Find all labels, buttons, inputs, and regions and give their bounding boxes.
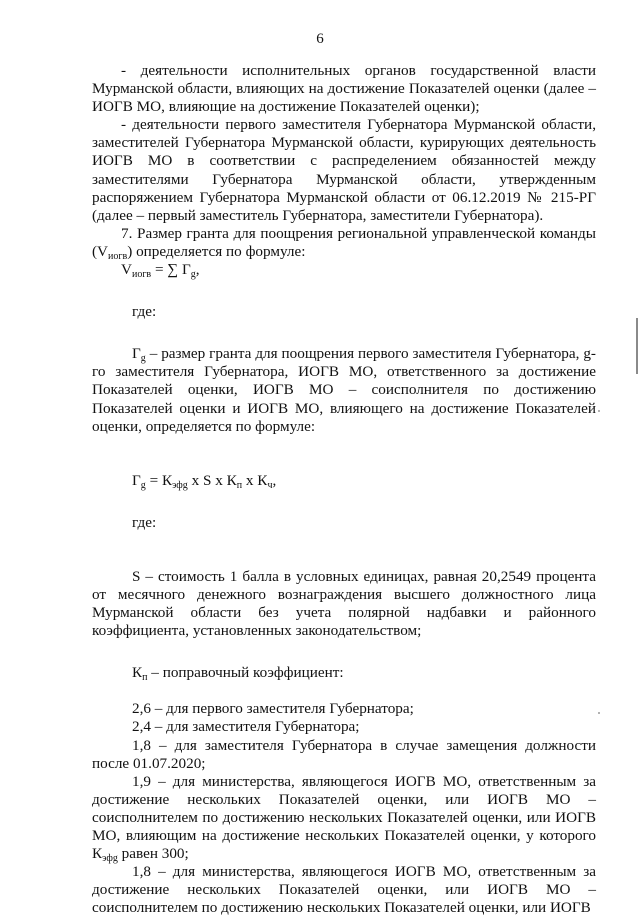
scan-edge-mark: [636, 318, 638, 374]
page-number: 6: [316, 31, 324, 47]
scan-dust-dot: [598, 410, 600, 412]
paragraph-iogv-activity: - деятельности исполнительных органов государственной власти Мурманской области, влияющих на достижение Показателей оценки (далее – ИОГВ МО, влияющие на достижение Показателей оценки);: [92, 62, 596, 116]
where-label-1: где:: [132, 303, 157, 321]
coefficient-item: 1,8 – для министерства, являющегося ИОГВ МО, ответственным за достижение нескольких Показателей оценки, или ИОГВ МО – соисполнителем по достижению нескольких Показателей оценки, или ИОГВ: [92, 863, 596, 917]
coefficient-item: 1,8 – для заместителя Губернатора в случае замещения должности после 01.07.2020;: [92, 736, 596, 772]
coefficient-item: 2,4 – для заместителя Губернатора;: [132, 718, 360, 736]
document-body: [92, 62, 596, 917]
formula-grant: $Г_g = К_{эфg}$ х S х $К_п$ х $К_ч$,: [132, 471, 277, 491]
coefficient-item: 1,9 – для министерства, являющегося ИОГВ МО, ответственным за достижение нескольких Показателей оценки, или ИОГВ МО – соисполнителем по достижению нескольких Показателей оценки, или ИОГВ МО, влияющим на достижение нескольких Показателей оценки, у которого $К_{эфg}$ равен 300;: [92, 772, 596, 865]
paragraph-correction-coefficient: $К_п$ – поправочный коэффициент:: [132, 664, 344, 684]
formula-v-iogv: $V_{иогв}$ = ∑ $Г_g$,: [121, 261, 200, 281]
coefficient-item: 2,6 – для первого заместителя Губернатора;: [132, 700, 414, 718]
paragraph-deputies-activity: - деятельности первого заместителя Губернатора Мурманской области, заместителей Губернатора Мурманской области, курирующих деятельность ИОГВ МО в соответствии с распределением обязанностей между заместителями Губернатора Мурманской области, утвержденным распоряжением Губернатора Мурманской области от 06.12.2019 № 215-РГ (далее – первый заместитель Губернатора, заместители Губернатора).: [92, 116, 596, 224]
paragraph-grant-definition: $Г_g$ – размер гранта для поощрения первого заместителя Губернатора, g-го заместителя Губернатора, ИОГВ МО, ответственного за достижение Показателей оценки, ИОГВ МО – соисполнителя по достижению Показателей оценки и ИОГВ МО, влияющего на достижение Показателей оценки, определяется по формуле:: [92, 345, 596, 435]
paragraph-item-7: 7. Размер гранта для поощрения региональной управленческой команды $(V_{иогв})$ определяется по формуле:: [92, 224, 596, 262]
paragraph-point-cost: S – стоимость 1 балла в условных единицах, равная 20,2549 процента от месячного денежного вознаграждения высшего должностного лица Мурманской области без учета полярной надбавки и районного коэффициента, установленных законодательством;: [92, 567, 596, 640]
scan-dust-dot: [598, 712, 600, 714]
where-label-2: где:: [132, 513, 157, 531]
